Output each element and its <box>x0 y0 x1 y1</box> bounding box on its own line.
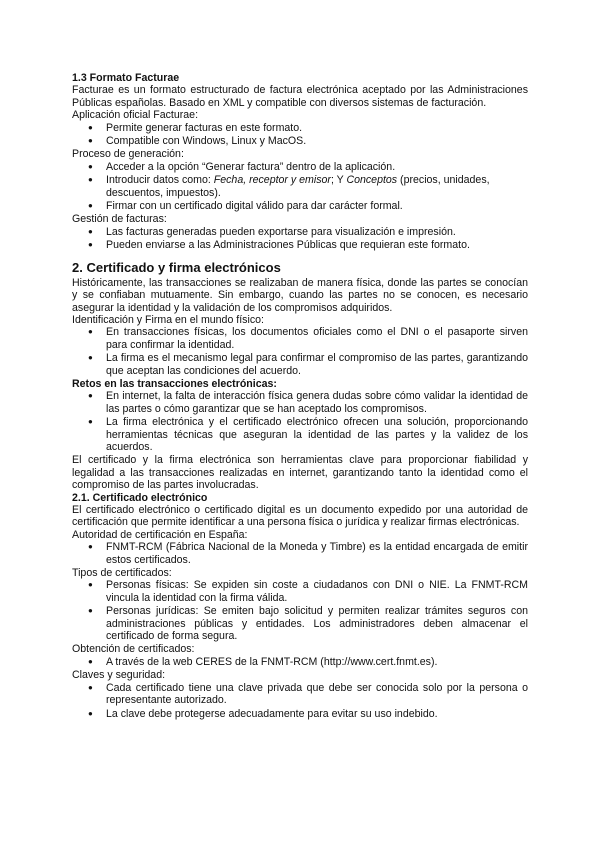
list-item: ● Cada certificado tiene una clave privada que debe ser conocida solo por la persona o representante autorizado. <box>106 682 528 707</box>
proc-2-text: (precios, unidades, descuentos, impuestos). <box>106 174 490 199</box>
list-item: ● Personas físicas: Se expiden sin coste a ciudadanos con DNI o NIE. La FNMT-RCM vincula la identidad con la firma válida. <box>106 579 528 604</box>
app-list <box>72 122 528 148</box>
list-item: ● Compatible con Windows, Linux y MacOS. <box>106 135 528 147</box>
list-item: ● La clave debe protegerse adecuadamente para evitar su uso indebido. <box>106 708 528 720</box>
list-item: ● Acceder a la opción “Generar factura” dentro de la aplicación. <box>106 161 528 173</box>
obt-list <box>72 656 528 668</box>
proc-2-text: ; Y <box>330 174 347 187</box>
list-item: ● En internet, la falta de interacción física genera dudas sobre cómo validar la identidad de las partes o cómo garantizar que se han aceptado los compromisos. <box>106 390 528 415</box>
list-item: ● En transacciones físicas, los documentos oficiales como el DNI o el pasaporte sirven para confirmar la identidad. <box>106 326 528 351</box>
list-item: ● Firmar con un certificado digital válido para dar carácter formal. <box>106 200 528 212</box>
proc-label: Proceso de generación: <box>72 148 184 161</box>
retos-list <box>72 390 528 453</box>
list-item: ● La firma es el mecanismo legal para confirmar el compromiso de las partes, garantizando que aceptan las condiciones del acuerdo. <box>106 352 528 377</box>
section-2-1-intro: El certificado electrónico o certificado digital es un documento expedido por una autoridad de certificación que permite identificar a una persona física o jurídica y realizar firmas electrónicas. <box>72 504 528 529</box>
list-item: ● Permite generar facturas en este formato. <box>106 122 528 134</box>
section-2-intro: Históricamente, las transacciones se realizaban de manera física, donde las partes se conocían y se confiaban mutuamente. Sin embargo, cuando las partes no se conocen, es necesario asegurar la identidad y la validación de los compromisos adquiridos. <box>72 276 528 314</box>
section-2-1-heading: 2.1. Certificado electrónico <box>72 491 208 504</box>
gest-label: Gestión de facturas: <box>72 213 167 226</box>
claves-label: Claves y seguridad: <box>72 669 166 682</box>
retos-label: Retos en las transacciones electrónicas: <box>72 377 277 390</box>
section-1-3-heading: 1.3 Formato Facturae <box>72 72 180 84</box>
list-item: ● La firma electrónica y el certificado electrónico ofrecen una solución, proporcionando herramientas técnicas que aseguran la identidad de las partes y la validez de los acuerdos. <box>106 416 528 453</box>
ident-list <box>72 326 528 377</box>
list-item: ● Pueden enviarse a las Administraciones Públicas que requieran este formato. <box>106 239 528 251</box>
obt-label: Obtención de certificados: <box>72 643 195 656</box>
proc-list <box>72 161 528 213</box>
proc-2-italic: Conceptos <box>346 174 398 187</box>
gest-list <box>72 226 528 252</box>
claves-list <box>72 682 528 720</box>
list-item: ● A través de la web CERES de la FNMT-RCM (http://www.cert.fnmt.es). <box>106 656 528 668</box>
list-item: ● Las facturas generadas pueden exportarse para visualización e impresión. <box>106 226 528 238</box>
section-2-closing: El certificado y la firma electrónica son herramientas clave para proporcionar fiabilidad y legalidad a las transacciones realizadas en internet, garantizando tanto la identidad como el compromiso de las partes involucradas. <box>72 454 528 492</box>
list-item <box>106 174 528 199</box>
tipos-label: Tipos de certificados: <box>72 567 172 580</box>
ident-label: Identificación y Firma en el mundo físico: <box>72 313 264 326</box>
proc-2-text: Introducir datos como: <box>106 174 214 187</box>
proc-2-italic: Fecha, receptor y emisor <box>213 174 331 187</box>
auth-label: Autoridad de certificación en España: <box>72 528 248 541</box>
auth-list <box>72 541 528 566</box>
tipos-list <box>72 579 528 642</box>
app-label: Aplicación oficial Facturae: <box>72 109 199 122</box>
section-2-heading: 2. Certificado y firma electrónicos <box>72 259 281 275</box>
section-1-3-intro: Facturae es un formato estructurado de factura electrónica aceptado por las Administraciones Públicas españolas. Basado en XML y compatible con diversos sistemas de facturación. <box>72 84 528 109</box>
list-item: ● FNMT-RCM (Fábrica Nacional de la Moneda y Timbre) es la entidad encargada de emitir estos certificados. <box>106 541 528 566</box>
list-item: ● Personas jurídicas: Se emiten bajo solicitud y permiten realizar trámites seguros con administraciones públicas y entidades. Los administradores deben almacenar el certificado de forma segura. <box>106 605 528 642</box>
